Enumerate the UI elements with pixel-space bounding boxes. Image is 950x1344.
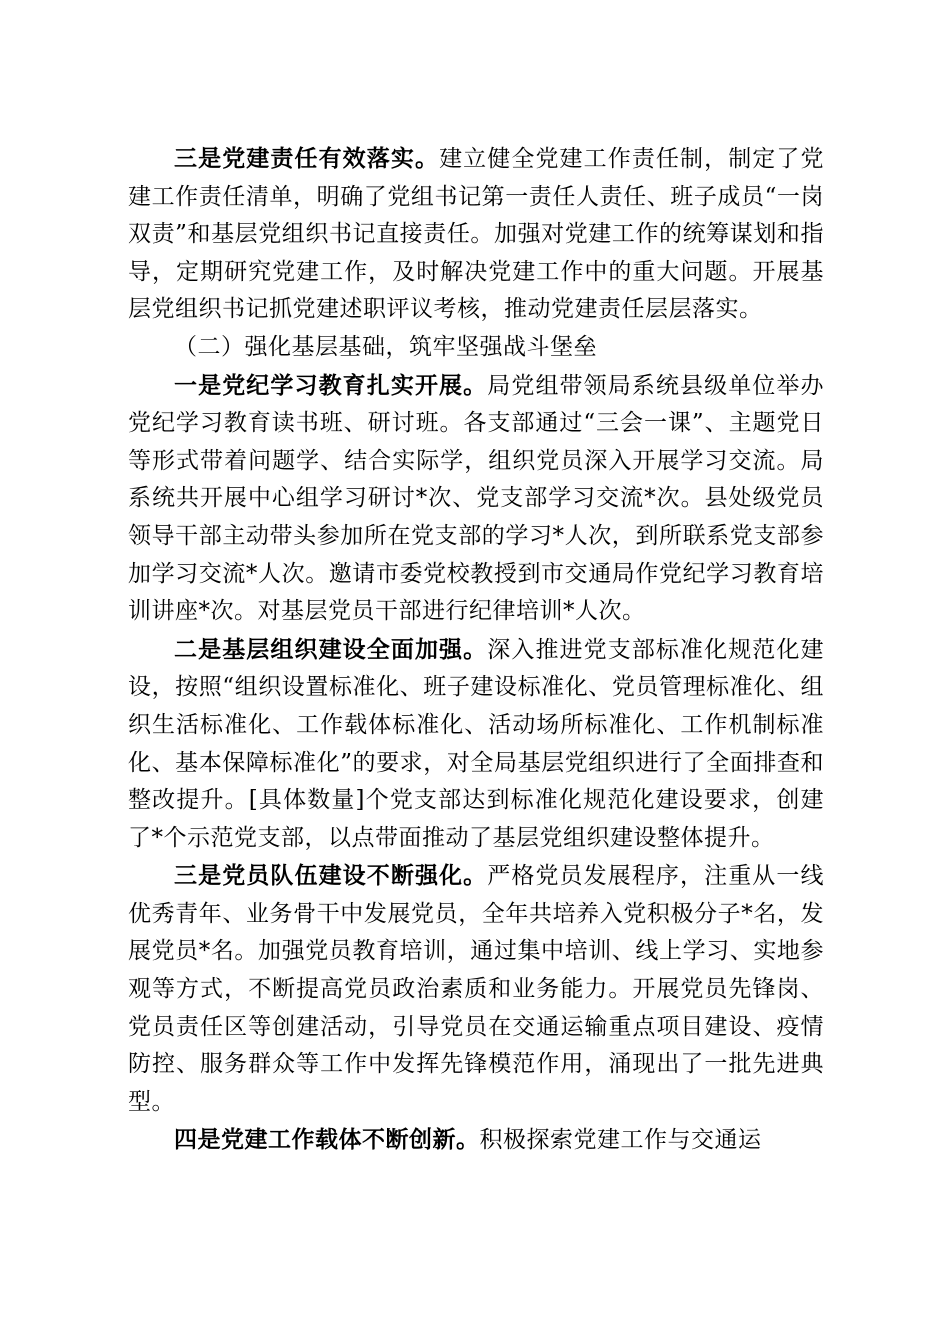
paragraph-text: 积极探索党建工作与交通运 [479, 1127, 762, 1154]
paragraph-lead: 四是党建工作载体不断创新。 [174, 1126, 480, 1154]
document-body [128, 140, 824, 1160]
paragraph-lead: 一是党纪学习教育扎实开展。 [174, 371, 488, 399]
paragraph-text: 深入推进党支部标准化规范化建设，按照“组织设置标准化、班子建设标准化、党员管理标准化、组织生活标准化、工作载体标准化、活动场所标准化、工作机制标准化、基本保障标准化”的要求，对全局基层党组织进行了全面排查和整改提升。[具体数量]个党支部达到标准化规范化建设要求，创建了*个示范党支部，以点带面推动了基层党组织建设整体提升。 [128, 636, 825, 851]
section-heading: （二）强化基层基础，筑牢坚强战斗堡垒 [174, 333, 597, 360]
paragraph-work-innovation [128, 1121, 824, 1160]
paragraph-discipline-education [128, 367, 824, 631]
paragraph-lead: 三是党建责任有效落实。 [174, 145, 440, 172]
paragraph-text: 严格党员发展程序，注重从一线优秀青年、业务骨干中发展党员，全年共培养入党积极分子*名，发展党员*名。加强党员教育培训，通过集中培训、线上学习、实地参观等方式，不断提高党员政治素质和业务能力。开展党员先锋岗、党员责任区等创建活动，引导党员在交通运输重点项目建设、疫情防控、服务群众等工作中发挥先锋模范作用，涌现出了一批先进典型。 [128, 863, 825, 1115]
paragraph-organization-building [128, 631, 824, 858]
paragraph-text: 局党组带领局系统县级单位举办党纪学习教育读书班、研讨班。各支部通过“三会一课”、主题党日等形式带着问题学、结合实际学，组织党员深入开展学习交流。局系统共开展中心组学习研讨*次、党支部学习交流*次。县处级党员领导干部主动带头参加所在党支部的学习*人次，到所联系党支部参加学习交流*人次。邀请市委党校教授到市交通局作党纪学习教育培训讲座*次。对基层党员干部进行纪律培训*人次。 [128, 372, 825, 625]
paragraph-member-team [128, 857, 824, 1121]
paragraph-text: 建立健全党建工作责任制，制定了党建工作责任清单，明确了党组书记第一责任人责任、班子成员“一岗双责”和基层党组织书记直接责任。加强对党建工作的统筹谋划和指导，定期研究党建工作，及时解决党建工作中的重大问题。开展基层党组织书记抓党建述职评议考核，推动党建责任层层落实。 [128, 146, 825, 323]
paragraph-lead: 三是党员队伍建设不断强化。 [174, 862, 488, 890]
paragraph-lead: 二是基层组织建设全面加强。 [174, 635, 488, 663]
paragraph-party-responsibility [128, 140, 824, 329]
